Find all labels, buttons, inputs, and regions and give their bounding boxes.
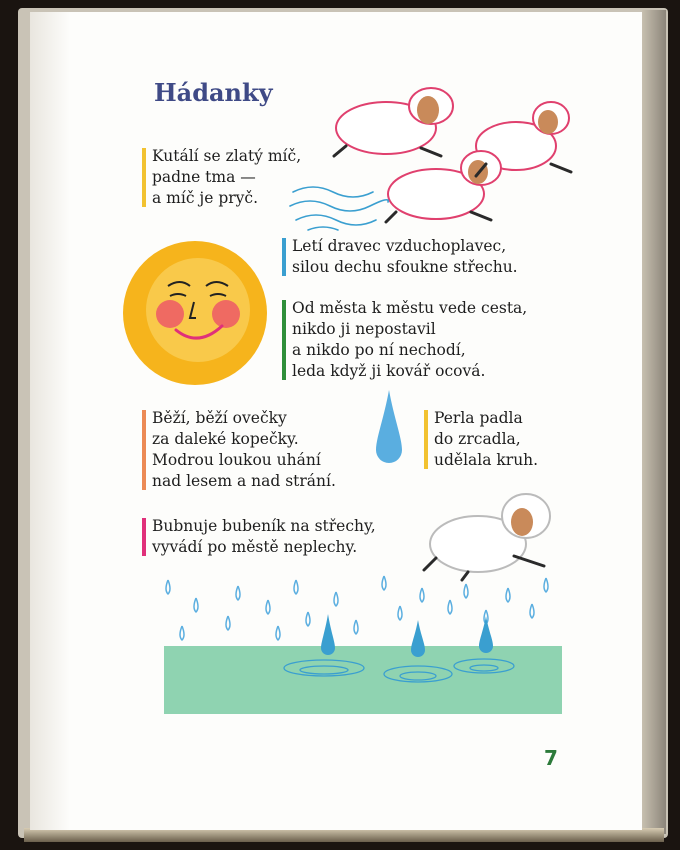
riddle-line: Běží, běží ovečky bbox=[152, 409, 287, 427]
riddle-line: Kutálí se zlatý míč, bbox=[152, 147, 302, 165]
riddle-2 bbox=[282, 236, 518, 278]
riddle-line: Perla padla bbox=[434, 409, 523, 427]
riddle-bar bbox=[142, 518, 146, 556]
riddle-line: nad lesem a nad strání. bbox=[152, 472, 336, 490]
raindrop-icon bbox=[374, 388, 404, 468]
page-gutter-shadow bbox=[30, 12, 70, 830]
riddle-bar bbox=[282, 238, 286, 276]
wind-icon bbox=[288, 178, 398, 234]
riddle-line: Modrou loukou uhání bbox=[152, 451, 321, 469]
page-number: 7 bbox=[544, 746, 558, 770]
rain-icon bbox=[160, 570, 560, 660]
riddle-bar bbox=[142, 148, 146, 207]
riddle-line: silou dechu sfoukne střechu. bbox=[292, 258, 518, 276]
riddle-line: Od města k městu vede cesta, bbox=[292, 299, 528, 317]
riddle-line: a nikdo po ní nechodí, bbox=[292, 341, 466, 359]
book-page-stack-bottom bbox=[24, 828, 664, 842]
riddle-bar bbox=[142, 410, 146, 490]
sheep-icon bbox=[418, 486, 558, 582]
page-title: Hádanky bbox=[154, 78, 273, 107]
riddle-line: padne tma — bbox=[152, 168, 256, 186]
riddle-1 bbox=[142, 146, 301, 209]
riddle-line: Bubnuje bubeník na střechy, bbox=[152, 517, 376, 535]
riddle-line: Letí dravec vzduchoplavec, bbox=[292, 237, 507, 255]
sun-icon bbox=[120, 238, 270, 388]
riddle-line: nikdo ji nepostavil bbox=[292, 320, 436, 338]
riddle-4 bbox=[142, 408, 336, 492]
riddle-5 bbox=[424, 408, 538, 471]
riddle-line: za daleké kopečky. bbox=[152, 430, 299, 448]
riddle-line: leda když ji kovář ocová. bbox=[292, 362, 486, 380]
riddle-line: udělala kruh. bbox=[434, 451, 539, 469]
riddle-line: do zrcadla, bbox=[434, 430, 521, 448]
riddle-bar bbox=[424, 410, 428, 469]
riddle-6 bbox=[142, 516, 376, 558]
riddle-bar bbox=[282, 300, 286, 380]
riddle-line: a míč je pryč. bbox=[152, 189, 259, 207]
book-page-stack-right bbox=[642, 10, 666, 834]
riddle-3 bbox=[282, 298, 527, 382]
riddle-line: vyvádí po městě neplechy. bbox=[152, 538, 358, 556]
